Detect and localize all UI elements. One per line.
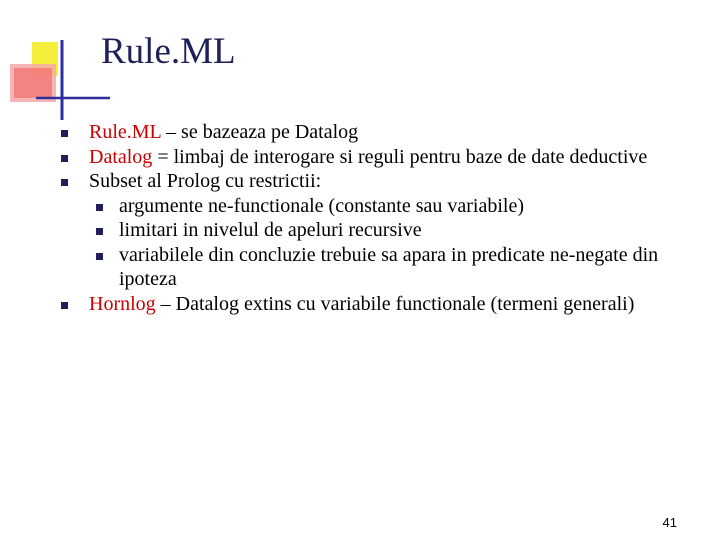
square-bullet-icon xyxy=(61,130,68,137)
bullet-item xyxy=(55,120,685,145)
bullet-list xyxy=(55,120,685,316)
sub-bullet-item xyxy=(55,194,685,219)
sub-bullet-text: argumente ne-functionale (constante sau variabile) xyxy=(119,194,525,217)
bullet-item xyxy=(55,169,685,194)
sub-bullet-text: variabilele din concluzie trebuie sa apara in predicate ne-negate din ipoteza xyxy=(119,243,659,290)
bullet-text: – Datalog extins cu variabile functionale (termeni generali) xyxy=(155,292,635,315)
sub-bullet-text: limitari in nivelul de apeluri recursive xyxy=(119,219,422,241)
page-number: 41 xyxy=(662,515,677,530)
square-bullet-icon xyxy=(96,253,103,260)
bullet-text: Subset al Prolog cu restrictii: xyxy=(89,170,322,192)
slide-title: Rule.ML xyxy=(101,31,236,72)
square-bullet-icon xyxy=(61,155,68,162)
term-ruleml: Rule.ML xyxy=(89,121,162,143)
square-bullet-icon xyxy=(96,204,103,211)
square-bullet-icon xyxy=(61,179,68,186)
bullet-text: = limbaj de interogare si reguli pentru baze de date deductive xyxy=(152,145,648,168)
term-datalog: Datalog xyxy=(89,145,153,168)
term-hornlog: Hornlog xyxy=(89,292,156,315)
bullet-item xyxy=(55,292,685,317)
logo-red-square-inner xyxy=(14,68,52,98)
bullet-item xyxy=(55,145,685,170)
sub-bullet-item xyxy=(55,218,685,243)
square-bullet-icon xyxy=(96,228,103,235)
square-bullet-icon xyxy=(61,302,68,309)
logo-decoration xyxy=(0,0,110,120)
sub-bullet-item xyxy=(55,243,685,292)
bullet-text: – se bazeaza pe Datalog xyxy=(161,121,359,143)
